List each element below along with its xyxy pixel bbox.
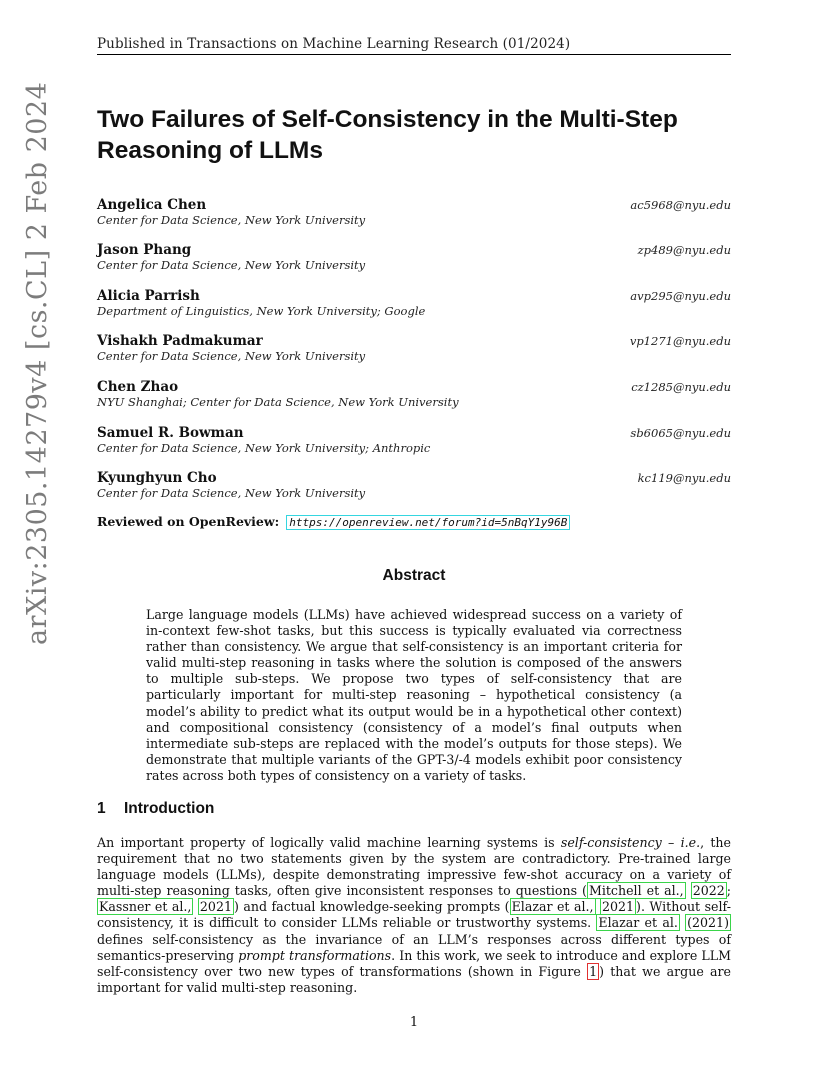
intro-text-segment: , the requirement that no two statements given by the system are contradictory. Pre-trained large language models (LLMs), despite demonstrating impressive few-shot accuracy on a variety of multi-step reasoning tasks, often give inconsistent responses to questions ( (97, 835, 731, 899)
intro-text-segment: ; (726, 883, 731, 899)
author-block (97, 197, 731, 228)
author-name: Alicia Parrish (97, 288, 200, 304)
citation-link[interactable]: Elazar et al. (598, 915, 678, 931)
citation-link[interactable]: 2022 (692, 883, 725, 899)
author-name: Samuel R. Bowman (97, 425, 244, 441)
intro-emphasis: i.e. (680, 835, 701, 850)
author-email: kc119@nyu.edu (637, 471, 731, 485)
intro-emphasis: self-consistency (560, 835, 662, 850)
section-heading-introduction (97, 800, 214, 818)
author-email: zp489@nyu.edu (637, 243, 731, 257)
author-affiliation: Center for Data Science, New York University (97, 258, 366, 272)
author-affiliation: Center for Data Science, New York University (97, 349, 366, 363)
author-email: ac5968@nyu.edu (630, 198, 731, 212)
intro-text-segment: – (661, 835, 681, 850)
introduction-paragraph (97, 835, 731, 996)
section-title: Introduction (124, 800, 215, 817)
author-email: avp295@nyu.edu (630, 289, 731, 303)
citation-link[interactable]: 2021 (601, 899, 635, 915)
intro-text-segment: defines self-consistency as the invariance of an LLM’s responses across different types of semantics-preserving (97, 931, 731, 963)
section-number: 1 (97, 800, 106, 817)
openreview-label: Reviewed on OpenReview: (97, 514, 280, 529)
author-name: Jason Phang (97, 242, 192, 258)
author-email: vp1271@nyu.edu (629, 334, 731, 348)
intro-text-segment: ) that we argue are important for valid multi-step reasoning. (97, 963, 731, 995)
author-affiliation: Center for Data Science, New York University; Anthropic (97, 441, 431, 455)
author-block (97, 379, 731, 410)
arxiv-id-text: arXiv:2305.14279v4 [cs.CL] 2 Feb 2024 (22, 81, 53, 645)
author-block (97, 288, 731, 319)
author-email: cz1285@nyu.edu (631, 380, 731, 394)
intro-text-segment: ). Without self-consistency, it is difficult to consider LLMs reliable or trustworthy systems. (97, 899, 731, 931)
header-rule (97, 54, 731, 55)
author-affiliation: NYU Shanghai; Center for Data Science, New York University (97, 395, 459, 409)
author-name: Vishakh Padmakumar (97, 333, 263, 349)
intro-text-segment: . In this work, we seek to introduce and explore LLM self-consistency over two new types of transformations (shown in Figure (97, 947, 731, 979)
intro-text-segment: ) and factual knowledge-seeking prompts ( (233, 899, 510, 915)
author-email: sb6065@nyu.edu (630, 426, 731, 440)
author-affiliation: Center for Data Science, New York University (97, 486, 366, 500)
intro-text-segment: An important property of logically valid machine learning systems is (97, 835, 561, 850)
citation-link[interactable]: Mitchell et al., (588, 883, 684, 899)
author-name: Angelica Chen (97, 197, 207, 213)
figure-reference-link[interactable]: 1 (589, 963, 598, 979)
citation-link[interactable]: Kassner et al., (99, 899, 192, 915)
abstract-text: Large language models (LLMs) have achieved widespread success on a variety of in-context few-shot tasks, but this success is typically evaluated via correctness rather than consistency. We argue that self-consistency is an important criteria for valid multi-step reasoning in tasks where the solution is composed of the answers to multiple sub-steps. We propose two types of self-consistency that are particularly important for multi-step reasoning – hypothetical consistency (a model’s ability to predict what its output would be in a hypothetical other context) and compositional consistency (consistency of a model’s final outputs when intermediate sub-steps are replaced with the model’s outputs for those steps). We demonstrate that multiple variants of the GPT-3/-4 models exhibit poor consistency rates across both types of consistency on a variety of tasks. (146, 607, 682, 783)
author-name: Kyunghyun Cho (97, 470, 217, 486)
citation-link[interactable]: 2021 (199, 899, 232, 915)
journal-header: Published in Transactions on Machine Learning Research (01/2024) (97, 36, 571, 52)
arxiv-side-stamp (22, 81, 53, 645)
author-block (97, 425, 731, 456)
intro-emphasis: prompt transformations (238, 947, 392, 963)
author-block (97, 333, 731, 364)
openreview-line (97, 514, 570, 530)
openreview-link[interactable]: https://openreview.net/forum?id=5nBqY1y96B (286, 515, 570, 530)
paper-title: Two Failures of Self-Consistency in the Multi-Step Reasoning of LLMs (97, 106, 678, 164)
citation-link[interactable]: (2021) (687, 915, 729, 931)
page-number: 1 (409, 1015, 419, 1030)
author-affiliation: Center for Data Science, New York University (97, 213, 366, 227)
author-block (97, 242, 731, 273)
citation-link[interactable]: Elazar et al., (511, 899, 594, 915)
abstract-heading: Abstract (382, 567, 446, 584)
author-affiliation: Department of Linguistics, New York University; Google (97, 304, 426, 318)
author-block (97, 470, 731, 501)
author-name: Chen Zhao (97, 379, 179, 395)
